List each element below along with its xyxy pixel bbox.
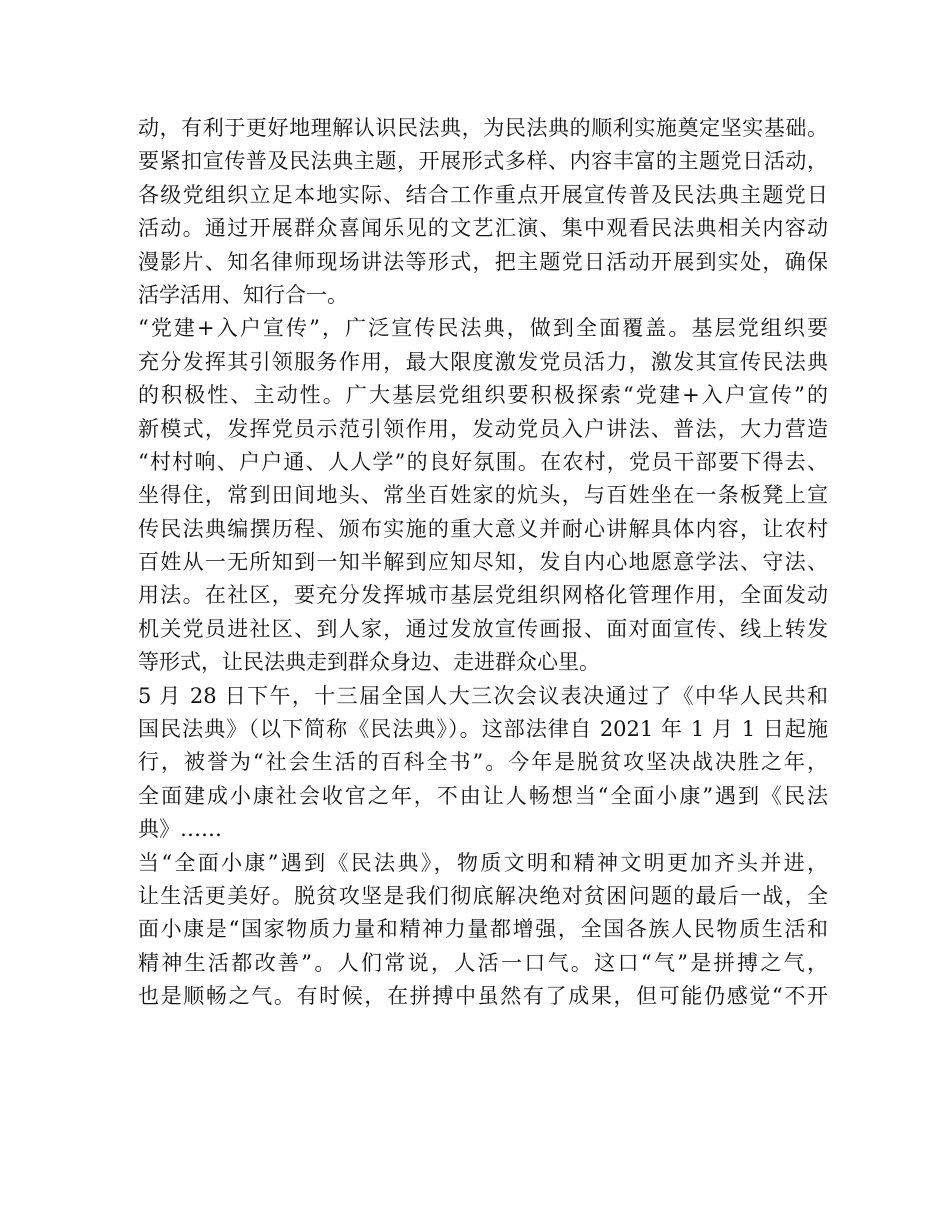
text-line: 新模式，发挥党员示范引领作用，发动党员入户讲法、普法，大力营造 bbox=[138, 416, 828, 441]
text-line: 全面建成小康社会收官之年，不由让人畅想当“全面小康”遇到《民法 bbox=[138, 783, 828, 808]
text-line: 国民法典》（以下简称《民法典》）。这部法律自 2021 年 1 月 1 日起施 bbox=[138, 717, 828, 742]
text-line: 传民法典编撰历程、颁布实施的重大意义并耐心讲解具体内容，让农村 bbox=[138, 516, 828, 541]
text-line: 要紧扣宣传普及民法典主题，开展形式多样、内容丰富的主题党日活动， bbox=[138, 149, 828, 174]
text-line: 各级党组织立足本地实际、结合工作重点开展宣传普及民法典主题党日 bbox=[138, 182, 828, 207]
text-line: 等形式，让民法典走到群众身边、走进群众心里。 bbox=[138, 650, 600, 675]
text-line: 活学活用、知行合一。 bbox=[138, 282, 348, 307]
text-line: 5 月 28 日下午，十三届全国人大三次会议表决通过了《中华人民共和 bbox=[138, 683, 828, 708]
text-line: 活动。通过开展群众喜闻乐见的文艺汇演、集中观看民法典相关内容动 bbox=[138, 216, 828, 241]
text-line: 行，被誉为“社会生活的百科全书”。今年是脱贫攻坚决战决胜之年， bbox=[138, 750, 828, 775]
text-line: 漫影片、知名律师现场讲法等形式，把主题党日活动开展到实处，确保 bbox=[138, 249, 828, 274]
document-body bbox=[138, 112, 828, 1014]
text-line: “村村响、户户通、人人学”的良好氛围。在农村，党员干部要下得去、 bbox=[138, 449, 828, 474]
text-line: 用法。在社区，要充分发挥城市基层党组织网格化管理作用，全面发动 bbox=[138, 583, 828, 608]
text-line: 面小康是“国家物质力量和精神力量都增强，全国各族人民物质生活和 bbox=[138, 917, 828, 942]
text-line: 充分发挥其引领服务作用，最大限度激发党员活力，激发其宣传民法典 bbox=[138, 349, 828, 374]
text-line: 典》…… bbox=[138, 817, 222, 842]
text-line: 精神生活都改善”。人们常说，人活一口气。这口“气”是拼搏之气， bbox=[138, 950, 828, 975]
text-line: 动，有利于更好地理解认识民法典，为民法典的顺利实施奠定坚实基础。 bbox=[138, 116, 828, 140]
text-line: 的积极性、主动性。广大基层党组织要积极探索“党建+入户宣传”的 bbox=[138, 383, 828, 408]
text-line: 也是顺畅之气。有时候，在拼搏中虽然有了成果，但可能仍感觉“不开 bbox=[138, 984, 828, 1009]
text-line: 百姓从一无所知到一知半解到应知尽知，发自内心地愿意学法、守法、 bbox=[138, 550, 828, 575]
text-line: 坐得住，常到田间地头、常坐百姓家的炕头，与百姓坐在一条板凳上宣 bbox=[138, 483, 828, 508]
text-line: 当“全面小康”遇到《民法典》，物质文明和精神文明更加齐头并进， bbox=[138, 850, 828, 875]
text-line: “党建+入户宣传”，广泛宣传民法典，做到全面覆盖。基层党组织要 bbox=[138, 316, 828, 341]
text-line: 机关党员进社区、到人家，通过发放宣传画报、面对面宣传、线上转发 bbox=[138, 616, 828, 641]
text-line: 让生活更美好。脱贫攻坚是我们彻底解决绝对贫困问题的最后一战，全 bbox=[138, 883, 828, 908]
